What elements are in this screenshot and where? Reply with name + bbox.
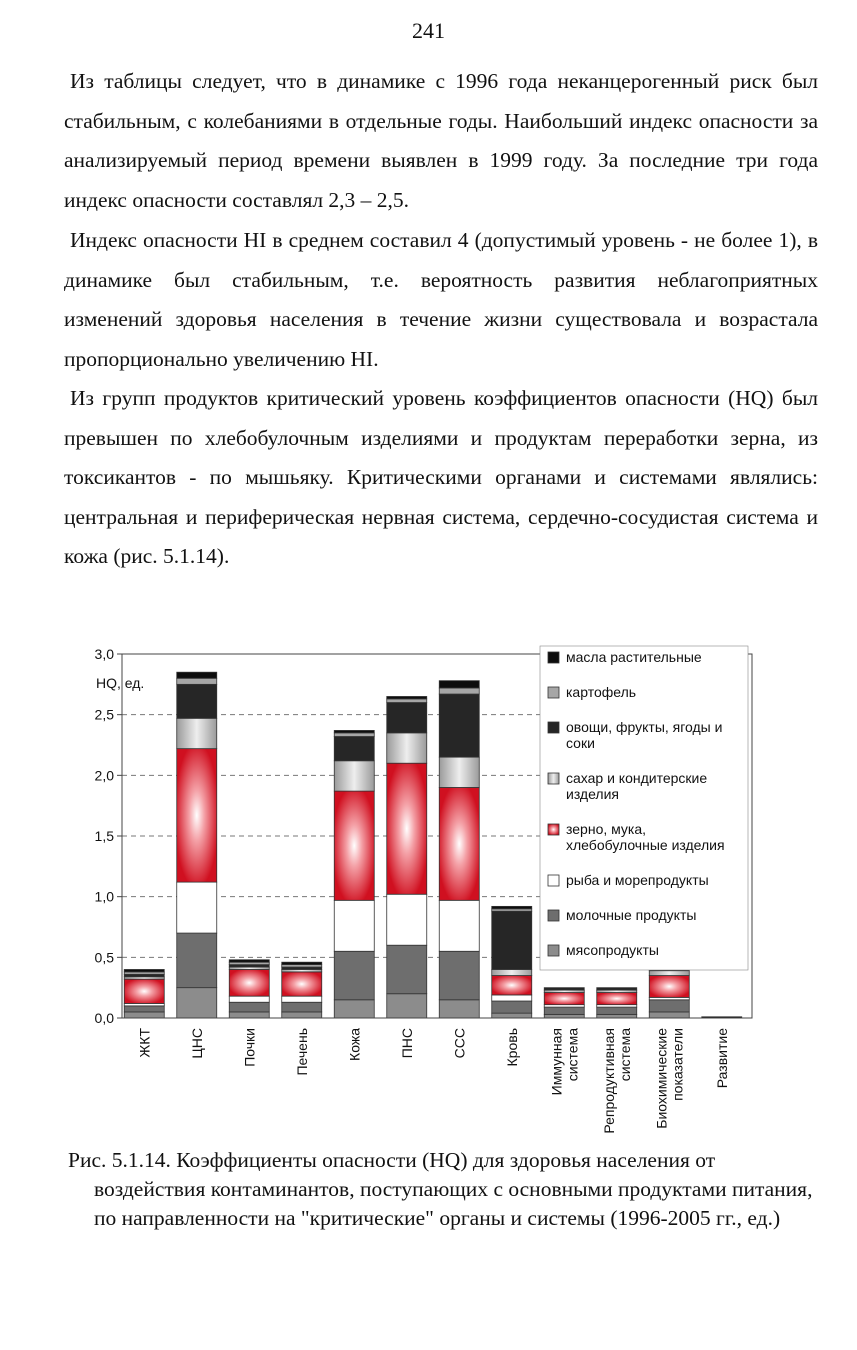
y-tick-label: 3,0 xyxy=(94,646,114,662)
legend-item xyxy=(548,872,709,888)
bar-segment xyxy=(177,672,217,678)
bar-segment xyxy=(229,1002,269,1012)
bar-segment xyxy=(387,696,427,698)
legend-label: сахар и кондитерские изделия xyxy=(566,770,708,802)
bar-segment xyxy=(229,969,269,996)
bar-segment xyxy=(439,694,479,757)
bar-segment xyxy=(597,1007,637,1014)
x-tick-label: ПНС xyxy=(398,1028,415,1059)
bar-segment xyxy=(177,684,217,718)
bar-segment xyxy=(334,791,374,900)
bar-segment xyxy=(282,1002,322,1012)
bar-segment xyxy=(334,1000,374,1018)
bar-stack xyxy=(229,960,269,1018)
legend-label: мясопродукты xyxy=(566,942,659,958)
bar-segment xyxy=(649,971,689,976)
bar-segment xyxy=(649,1000,689,1012)
bar-segment xyxy=(334,951,374,1000)
bar-segment xyxy=(492,1013,532,1018)
bar-segment xyxy=(387,699,427,703)
bar-segment xyxy=(229,996,269,1002)
bar-segment xyxy=(439,1000,479,1018)
legend-swatch xyxy=(548,910,559,921)
bar-segment xyxy=(177,678,217,684)
bar-segment xyxy=(544,1014,584,1018)
legend-swatch xyxy=(548,687,559,698)
bar-segment xyxy=(439,900,479,951)
legend-swatch xyxy=(548,945,559,956)
bar-segment xyxy=(544,1007,584,1014)
y-tick-label: 2,5 xyxy=(94,706,114,723)
hq-stacked-bar-chart xyxy=(0,630,857,1140)
legend-item xyxy=(548,907,696,923)
legend-swatch xyxy=(548,875,559,886)
bar-segment xyxy=(334,737,374,761)
bar-segment xyxy=(492,906,532,908)
bar-segment xyxy=(177,718,217,748)
legend-item xyxy=(548,649,702,665)
bar-segment xyxy=(597,1014,637,1018)
legend-label: молочные продукты xyxy=(566,907,697,923)
paragraph-2: Индекс опасности HI в среднем составил 4 (допустимый уровень - не более 1), в динамике был стабильным, т.е. вероятность развития неблагоприятных изменений здоровья населения в течение жизни существовала и возрастала пропорционально увеличению HI. xyxy=(64,228,818,371)
bar-segment xyxy=(177,988,217,1018)
figure-caption xyxy=(68,1146,828,1233)
paragraph-1: Из таблицы следует, что в динамике с 1996 года неканцерогенный риск был стабильным, с колебаниями в отдельные годы. Наибольший индекс опасности за анализируемый период времени выявлен в 1999 году. За последние три года индекс опасности составлял 2,3 – 2,5. xyxy=(64,69,818,212)
x-tick-label: ССС xyxy=(451,1028,468,1059)
page-number: 241 xyxy=(412,18,445,43)
bar-segment xyxy=(492,976,532,995)
x-tick-label: ЦНС xyxy=(188,1028,205,1059)
bar-stack xyxy=(597,988,637,1018)
y-axis-label: HQ, ед. xyxy=(96,675,145,691)
bar-segment xyxy=(334,761,374,791)
bar-stack xyxy=(177,672,217,1018)
caption-first-line: Рис. 5.1.14. Коэффициенты опасности (HQ) для здоровья населения от xyxy=(68,1148,716,1172)
y-tick-label: 0,0 xyxy=(94,1010,114,1026)
bar-stack xyxy=(282,962,322,1018)
x-tick-label: Кожа xyxy=(346,1028,363,1061)
bar-segment xyxy=(282,972,322,996)
legend-swatch xyxy=(548,722,559,733)
bar-segment xyxy=(544,988,584,990)
bar-segment xyxy=(387,894,427,945)
x-tick-label: Развитие xyxy=(713,1028,730,1089)
bar-segment xyxy=(229,1012,269,1018)
bar-stack xyxy=(544,988,584,1018)
x-tick-label: ЖКТ xyxy=(136,1028,153,1058)
y-tick-label: 1,0 xyxy=(94,888,114,905)
x-tick-label: Кровь xyxy=(503,1028,520,1067)
legend-label: овощи, фрукты, ягоды и соки xyxy=(566,719,723,751)
bar-segment xyxy=(124,979,164,1003)
bar-segment xyxy=(439,951,479,1000)
bar-segment xyxy=(177,882,217,933)
bar-segment xyxy=(544,993,584,1005)
legend-swatch xyxy=(548,824,559,835)
bar-segment xyxy=(649,976,689,998)
bar-segment xyxy=(334,730,374,732)
x-tick-label: Почки xyxy=(241,1028,258,1067)
bar-segment xyxy=(439,681,479,688)
bar-segment xyxy=(387,763,427,894)
paragraph-3: Из групп продуктов критический уровень коэффициентов опасности (HQ) был превышен по хлебобулочным изделиями и продуктам переработки зерна, из токсикантов - по мышьяку. Критическими органами и системами являлись: центральная и периферическая нервная система, сердечно-сосудистая система и кожа (рис. 5.1.14). xyxy=(64,386,818,568)
caption-rest: воздействия контаминантов, поступающих с основными продуктами питания, по направленности на "критические" органы и системы (1996-2005 гг., ед.) xyxy=(94,1177,813,1230)
bar-segment xyxy=(124,1012,164,1018)
x-tick-label: Иммуннаясистема xyxy=(548,1028,581,1096)
bar-segment xyxy=(282,962,322,964)
legend-swatch xyxy=(548,652,559,663)
bar-segment xyxy=(649,1012,689,1018)
y-tick-label: 1,5 xyxy=(94,828,114,844)
bar-segment xyxy=(177,933,217,988)
bar-stack xyxy=(492,906,532,1018)
bar-segment xyxy=(387,994,427,1018)
bar-segment xyxy=(387,945,427,994)
bar-segment xyxy=(492,969,532,975)
bar-segment xyxy=(439,787,479,900)
bar-segment xyxy=(492,911,532,969)
bar-stack xyxy=(439,681,479,1018)
bar-segment xyxy=(334,733,374,737)
x-tick-label: Печень xyxy=(293,1028,310,1076)
x-tick-label: Биохимическиепоказатели xyxy=(653,1028,686,1129)
y-tick-label: 2,0 xyxy=(94,767,114,784)
legend-label: зерно, мука, хлебобулочные изделия xyxy=(566,821,725,853)
legend-swatch xyxy=(548,773,559,784)
bar-segment xyxy=(334,900,374,951)
bar-segment xyxy=(597,988,637,990)
bar-segment xyxy=(229,960,269,962)
bar-segment xyxy=(282,996,322,1002)
bar-segment xyxy=(492,1001,532,1013)
x-tick-label: Репродуктивнаясистема xyxy=(600,1028,633,1134)
bar-stack xyxy=(387,696,427,1018)
bar-segment xyxy=(439,688,479,694)
bar-segment xyxy=(439,757,479,787)
bar-segment xyxy=(124,969,164,971)
legend-label: рыба и морепродукты xyxy=(566,872,709,888)
bar-segment xyxy=(177,749,217,882)
bar-stack xyxy=(649,963,689,1018)
y-tick-label: 0,5 xyxy=(94,949,114,966)
bar-stack xyxy=(124,969,164,1018)
bar-segment xyxy=(282,1012,322,1018)
legend-label: картофель xyxy=(566,684,637,700)
legend-label: масла растительные xyxy=(566,649,702,665)
bar-segment xyxy=(387,733,427,763)
bar-segment xyxy=(492,995,532,1001)
bar-segment xyxy=(124,1006,164,1012)
bar-segment xyxy=(597,993,637,1005)
bar-stack xyxy=(334,730,374,1018)
bar-segment xyxy=(387,703,427,733)
